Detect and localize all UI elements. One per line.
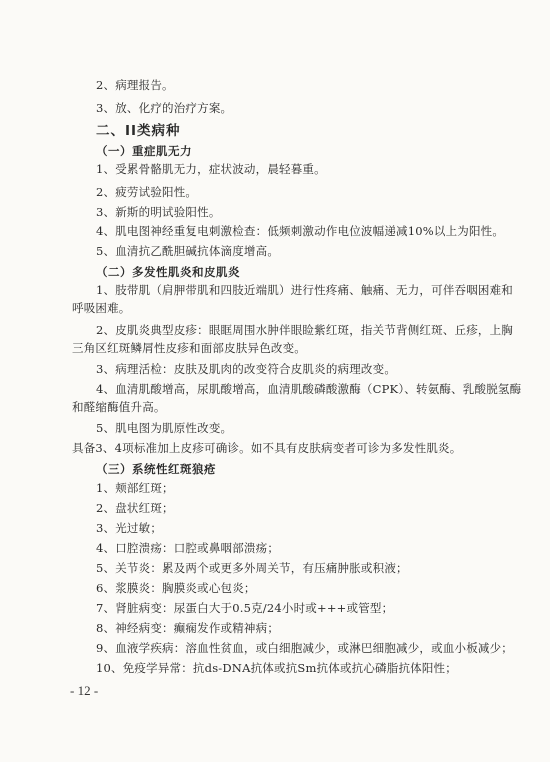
text-line: 8、神经病变：癫痫发作或精神病； bbox=[96, 621, 280, 635]
text-line: 3、放、化疗的治疗方案。 bbox=[96, 101, 233, 115]
text-line: 3、新斯的明试验阳性。 bbox=[96, 205, 221, 219]
text-line: 4、肌电图神经重复电刺激检查：低频刺激动作电位波幅递减10%以上为阳性。 bbox=[96, 224, 505, 238]
text-line: 5、关节炎：累及两个或更多外周关节，有压痛肿胀或积液； bbox=[96, 561, 408, 575]
text-line: 三角区红斑鳞屑性皮疹和面部皮肤异色改变。 bbox=[72, 341, 306, 355]
subsection-heading: （一）重症肌无力 bbox=[96, 144, 192, 158]
text-line: 1、颊部红斑； bbox=[96, 481, 174, 495]
text-line: 2、病理报告。 bbox=[96, 78, 174, 92]
text-line: 2、盘状红斑； bbox=[96, 501, 174, 515]
text-line: 具备3、4项标准加上皮疹可确诊。如不具有皮肤病变者可诊为多发性肌炎。 bbox=[72, 441, 462, 455]
text-line: 10、免疫学异常：抗ds-DNA抗体或抗Sm抗体或抗心磷脂抗体阳性； bbox=[96, 661, 457, 675]
text-line: 3、光过敏； bbox=[96, 521, 163, 535]
text-line: 4、口腔溃疡：口腔或鼻咽部溃疡； bbox=[96, 541, 280, 555]
text-line: 2、疲劳试验阳性。 bbox=[96, 185, 198, 199]
text-line: 7、肾脏病变：尿蛋白大于0.5克/24小时或+++或管型； bbox=[96, 601, 394, 615]
text-line: 5、肌电图为肌原性改变。 bbox=[96, 421, 233, 435]
text-line: 1、肢带肌（肩胛带肌和四肢近端肌）进行性疼痛、触痛、无力，可伴吞咽困难和 bbox=[96, 283, 514, 297]
text-line: 呼吸困难。 bbox=[72, 301, 131, 315]
text-line: 4、血清肌酸增高，尿肌酸增高，血清肌酸磷酸激酶（CPK）、转氨酶、乳酸脱氢酶 bbox=[96, 382, 522, 396]
text-line: 2、皮肌炎典型皮疹：眼眶周围水肿伴眼睑紫红斑，指关节背侧红斑、丘疹，上胸 bbox=[96, 323, 514, 337]
text-line: 和醛缩酶值升高。 bbox=[72, 400, 166, 414]
text-line: 5、血清抗乙酰胆碱抗体滴度增高。 bbox=[96, 244, 280, 258]
page-number: - 12 - bbox=[70, 683, 99, 698]
subsection-heading: （二）多发性肌炎和皮肌炎 bbox=[96, 265, 240, 279]
text-line: 1、受累骨骼肌无力，症状波动，晨轻暮重。 bbox=[96, 162, 326, 176]
section-heading: 二、II类病种 bbox=[96, 123, 181, 139]
text-line: 9、血液学疾病：溶血性贫血，或白细胞减少，或淋巴细胞减少，或血小板减少； bbox=[96, 641, 514, 655]
subsection-heading: （三）系统性红斑狼疮 bbox=[96, 462, 216, 476]
text-line: 6、浆膜炎：胸膜炎或心包炎； bbox=[96, 581, 256, 595]
text-line: 3、病理活检：皮肤及肌肉的改变符合皮肌炎的病理改变。 bbox=[96, 362, 397, 376]
